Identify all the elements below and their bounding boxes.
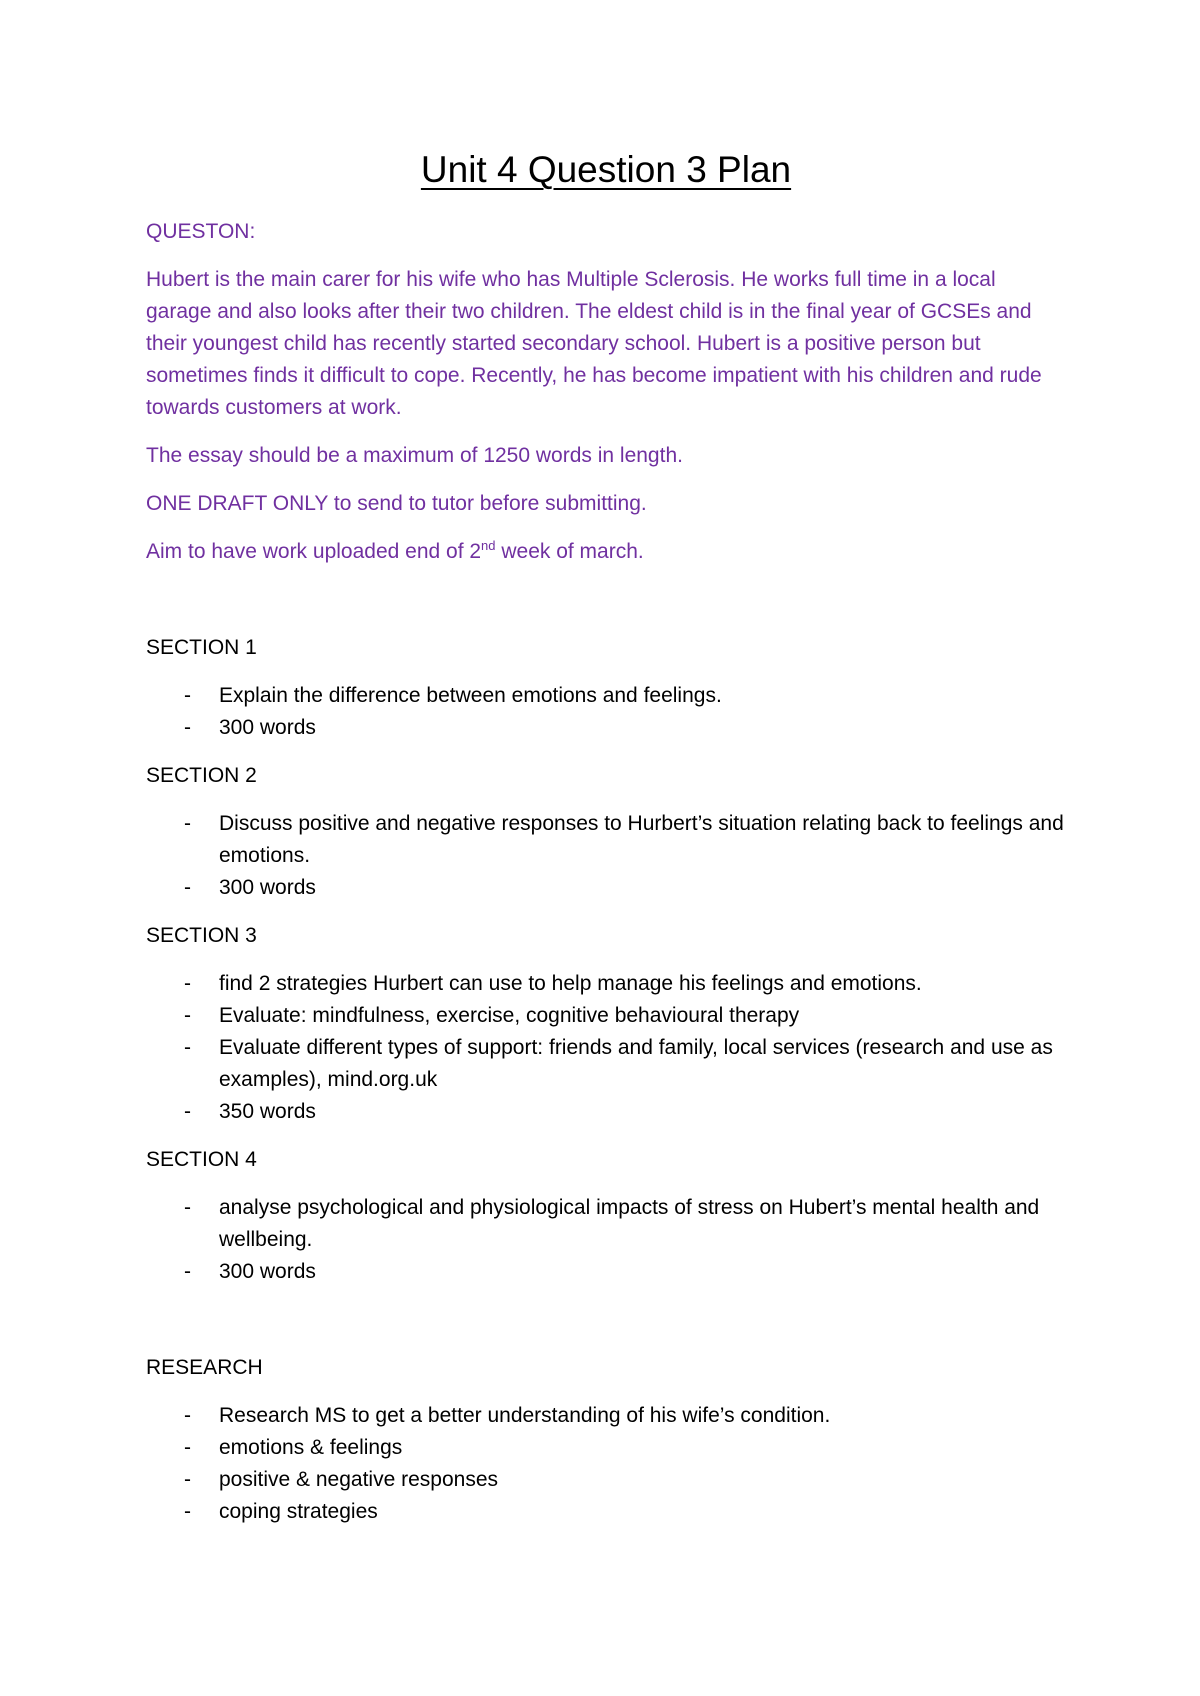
list-item	[146, 1432, 1066, 1464]
dash-bullet: -	[184, 812, 191, 836]
spacer	[146, 1304, 1066, 1352]
list-item	[146, 712, 1066, 744]
list-item-text: Research MS to get a better understanding of his wife’s condition.	[219, 1404, 831, 1428]
list-item	[146, 1192, 1066, 1256]
list-item-text: 300 words	[219, 876, 316, 900]
section-3-list	[146, 968, 1066, 1128]
section-2-list	[146, 808, 1066, 904]
list-item	[146, 1096, 1066, 1128]
list-item-text: Discuss positive and negative responses to Hurbert’s situation relating back to feelings and emotions.	[219, 812, 1064, 868]
deadline-ordinal: nd	[481, 538, 496, 554]
list-item-text: emotions & feelings	[219, 1436, 403, 1460]
document-content	[146, 148, 1066, 1544]
list-item	[146, 1000, 1066, 1032]
list-item	[146, 1256, 1066, 1288]
draft-note: ONE DRAFT ONLY to send to tutor before submitting.	[146, 492, 647, 516]
section-1-heading: SECTION 1	[146, 636, 257, 660]
dash-bullet: -	[184, 1500, 191, 1524]
list-item-text: find 2 strategies Hurbert can use to help manage his feelings and emotions.	[219, 972, 922, 996]
list-item-text: Evaluate: mindfulness, exercise, cognitive behavioural therapy	[219, 1004, 800, 1028]
list-item	[146, 680, 1066, 712]
dash-bullet: -	[184, 684, 191, 708]
list-item-text: 300 words	[219, 1260, 316, 1284]
list-item-text: Explain the difference between emotions and feelings.	[219, 684, 722, 708]
question-label: QUESTON:	[146, 220, 256, 244]
list-item	[146, 968, 1066, 1000]
list-item	[146, 1464, 1066, 1496]
dash-bullet: -	[184, 1004, 191, 1028]
word-limit-note: The essay should be a maximum of 1250 words in length.	[146, 444, 683, 468]
list-item-text: 300 words	[219, 716, 316, 740]
spacer	[146, 584, 1066, 632]
section-1-list	[146, 680, 1066, 744]
deadline-prefix: Aim to have work uploaded end of 2	[146, 540, 482, 564]
dash-bullet: -	[184, 876, 191, 900]
dash-bullet: -	[184, 972, 191, 996]
list-item-text: positive & negative responses	[219, 1468, 498, 1492]
section-4-list	[146, 1192, 1066, 1288]
question-text: Hubert is the main carer for his wife who has Multiple Sclerosis. He works full time in a local garage and also looks after their two children. The eldest child is in the final year of GCSEs and their youngest child has recently started secondary school. Hubert is a positive person but sometimes finds it difficult to cope. Recently, he has become impatient with his children and rude towards customers at work.	[146, 268, 1042, 420]
list-item	[146, 1032, 1066, 1096]
deadline-note	[146, 536, 1066, 568]
list-item-text: analyse psychological and physiological impacts of stress on Hubert’s mental health and wellbeing.	[219, 1196, 1040, 1252]
list-item-text: coping strategies	[219, 1500, 378, 1524]
page-title: Unit 4 Question 3 Plan	[420, 149, 792, 190]
dash-bullet: -	[184, 716, 191, 740]
dash-bullet: -	[184, 1100, 191, 1124]
research-list	[146, 1400, 1066, 1528]
research-heading: RESEARCH	[146, 1356, 263, 1380]
list-item	[146, 1496, 1066, 1528]
dash-bullet: -	[184, 1436, 191, 1460]
list-item	[146, 1400, 1066, 1432]
dash-bullet: -	[184, 1404, 191, 1428]
list-item	[146, 808, 1066, 872]
section-3-heading: SECTION 3	[146, 924, 257, 948]
dash-bullet: -	[184, 1036, 191, 1060]
dash-bullet: -	[184, 1260, 191, 1284]
dash-bullet: -	[184, 1468, 191, 1492]
section-2-heading: SECTION 2	[146, 764, 257, 788]
deadline-suffix: week of march.	[495, 540, 644, 564]
dash-bullet: -	[184, 1196, 191, 1220]
list-item	[146, 872, 1066, 904]
section-4-heading: SECTION 4	[146, 1148, 257, 1172]
list-item-text: Evaluate different types of support: friends and family, local services (research and use as examples), mind.org.uk	[219, 1036, 1053, 1092]
list-item-text: 350 words	[219, 1100, 316, 1124]
